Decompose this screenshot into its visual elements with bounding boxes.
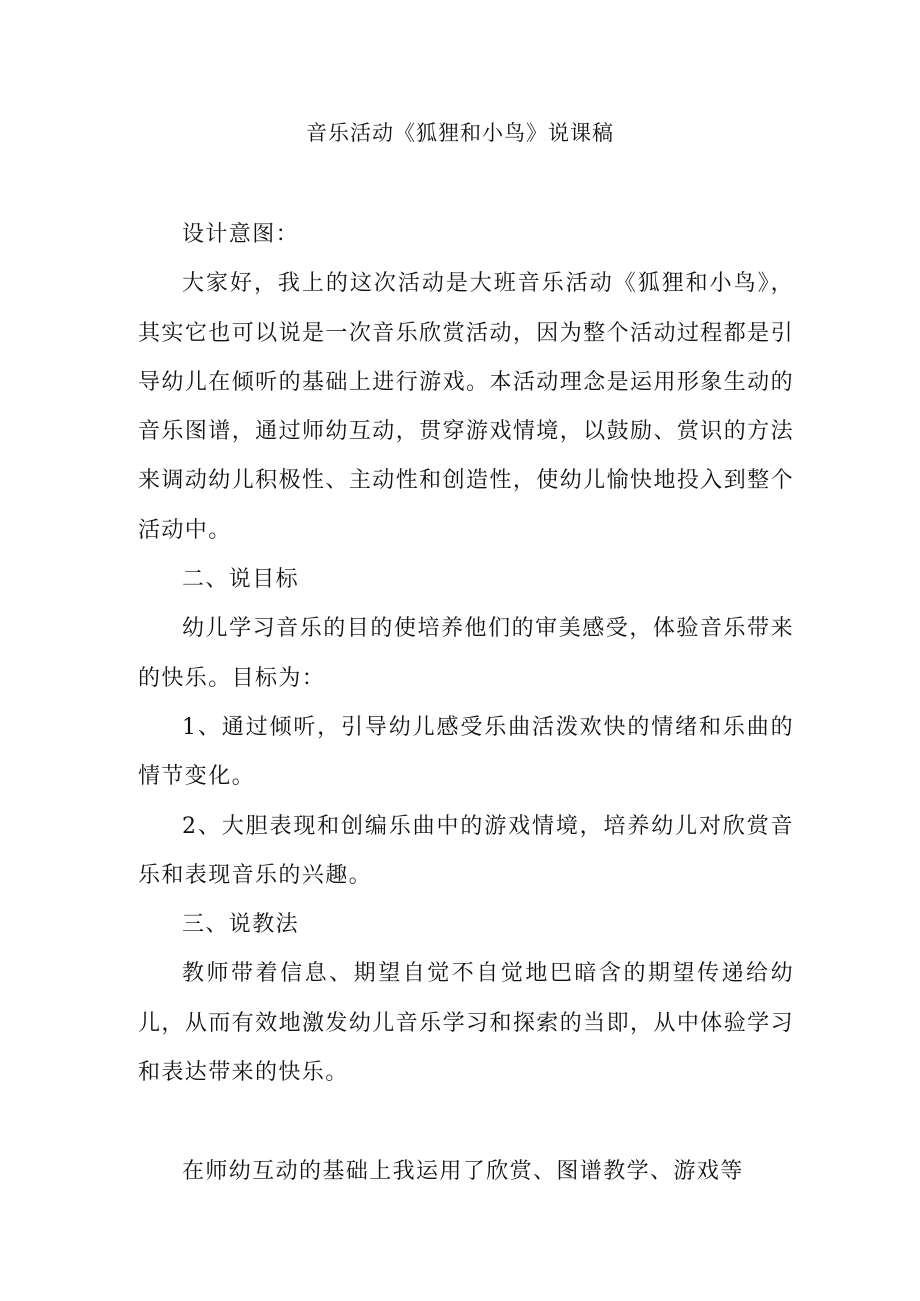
paragraph-methods-heading: 三、说教法 <box>182 912 300 938</box>
paragraph-goals-heading: 二、说目标 <box>182 567 300 593</box>
paragraph-methods-continued: 在师幼互动的基础上我运用了欣赏、图谱教学、游戏等 <box>182 1159 744 1185</box>
paragraph-goals-intro: 幼儿学习音乐的目的使培养他们的审美感受，体验音乐带来的快乐。目标为： <box>138 616 794 691</box>
paragraph-goal-2: 2、大胆表现和创编乐曲中的游戏情境，培养幼儿对欣赏音乐和表现音乐的兴趣。 <box>138 813 794 888</box>
document-title: 音乐活动《狐狸和小鸟》说课稿 <box>306 121 614 145</box>
paragraph-design-intent: 大家好，我上的这次活动是大班音乐活动《狐狸和小鸟》，其实它也可以说是一次音乐欣赏活动，因为整个活动过程都是引导幼儿在倾听的基础上进行游戏。本活动理念是运用形象生动的音乐图谱，通过师幼互动，贯穿游戏情境，以鼓励、赏识的方法来调动幼儿积极性、主动性和创造性，使幼儿愉快地投入到整个活动中。 <box>138 271 794 543</box>
document-body <box>138 210 794 1197</box>
paragraph-methods: 教师带着信息、期望自觉不自觉地巴暗含的期望传递给幼儿，从而有效地激发幼儿音乐学习和探索的当即，从中体验学习和表达带来的快乐。 <box>138 961 794 1086</box>
paragraph-design-intent-heading: 设计意图： <box>182 222 300 247</box>
paragraph-goal-1: 1、通过倾听，引导幼儿感受乐曲活泼欢快的情绪和乐曲的情节变化。 <box>138 714 794 790</box>
